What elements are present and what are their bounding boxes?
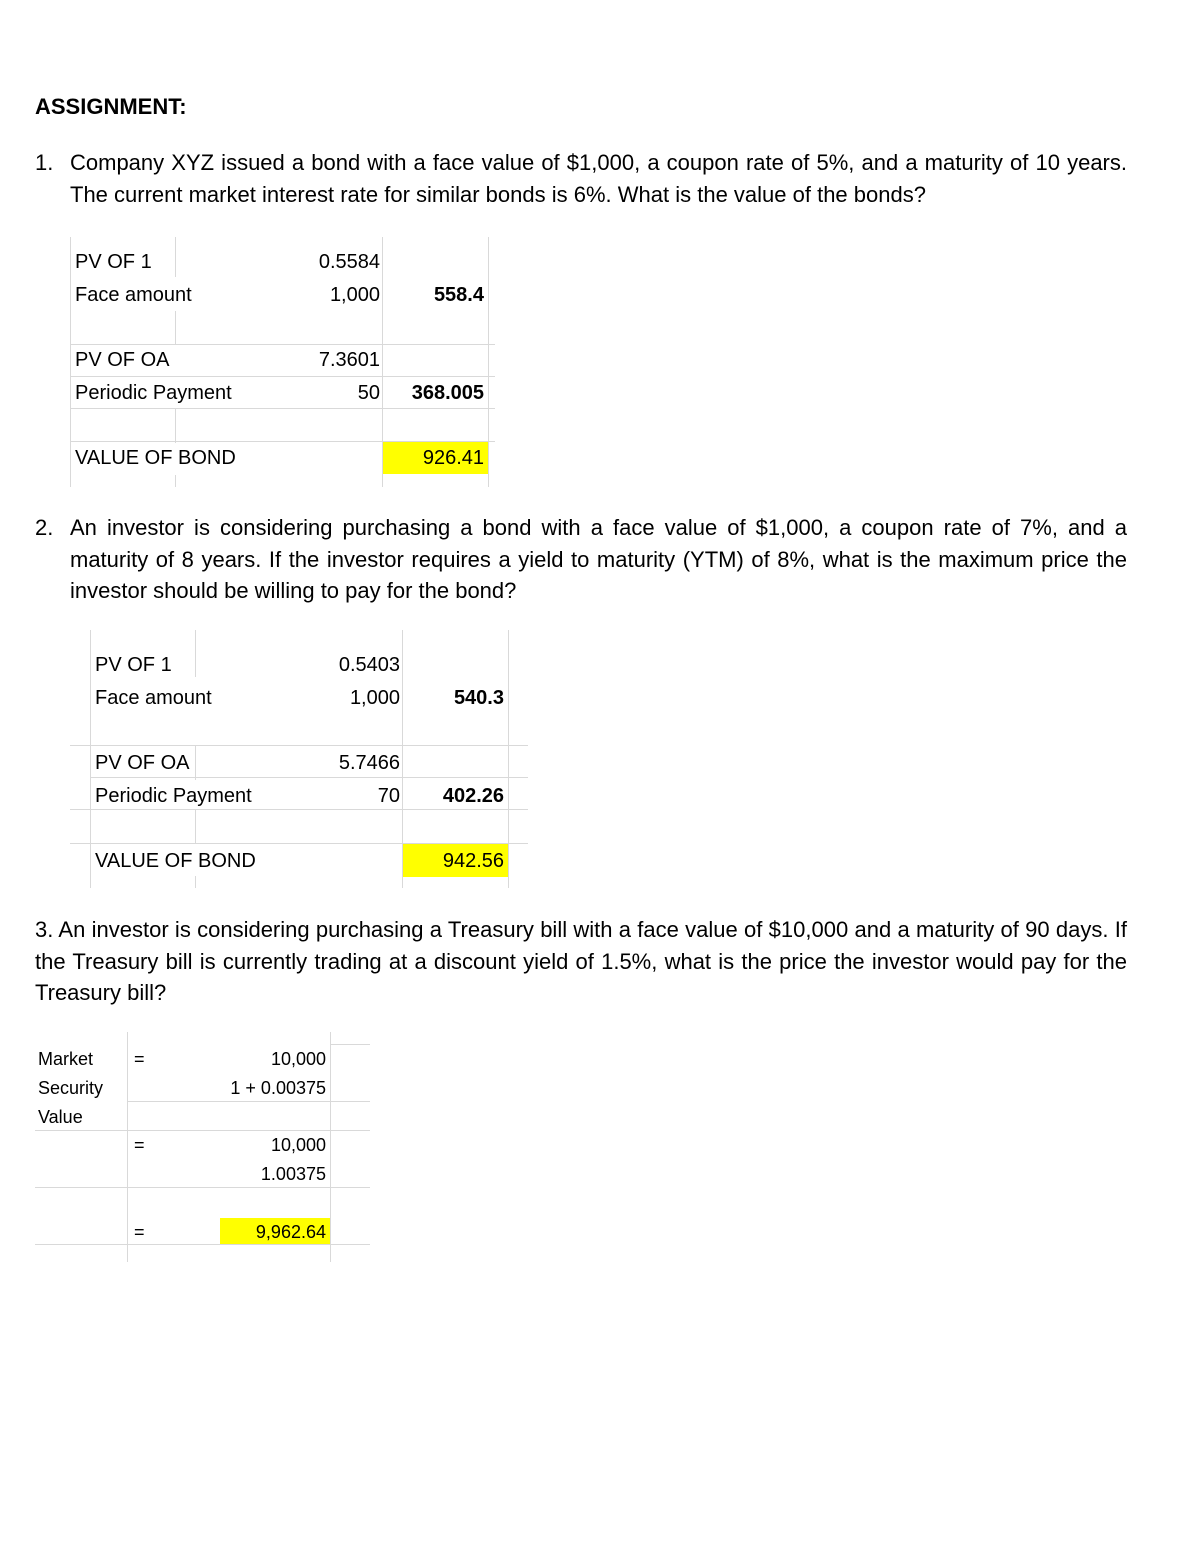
q1-value-result: 926.41 xyxy=(422,447,484,469)
q1-spreadsheet xyxy=(70,237,490,487)
q2-face-value: 1,000 xyxy=(349,687,400,709)
q1-face-result: 558.4 xyxy=(433,284,484,306)
question-1-text: Company XYZ issued a bond with a face value of $1,000, a coupon rate of 5%, and a maturity of 10 years. The current market interest rate for similar bonds is 6%. What is the value of the bonds? xyxy=(70,150,1127,207)
question-1 xyxy=(35,147,1127,210)
q2-face-result: 540.3 xyxy=(453,687,504,709)
q1-payment-label: Periodic Payment xyxy=(75,382,232,404)
q2-pvoa-factor: 5.7466 xyxy=(338,752,400,774)
q1-pv1-label: PV OF 1 xyxy=(75,251,152,273)
q3-calculation-table xyxy=(35,1032,370,1262)
q3-label-value: Value xyxy=(38,1107,83,1127)
q1-pvoa-label: PV OF OA xyxy=(75,349,170,371)
q3-result: 9,962.64 xyxy=(255,1222,326,1242)
page-title: ASSIGNMENT: xyxy=(35,94,187,119)
q3-step2-denominator: 1.00375 xyxy=(260,1164,326,1184)
q3-step1-denominator: 1 + 0.00375 xyxy=(230,1078,326,1098)
question-2 xyxy=(35,512,1127,607)
q2-value-label: VALUE OF BOND xyxy=(95,850,256,872)
q3-step2-numerator: 10,000 xyxy=(270,1135,326,1155)
q1-payment-result: 368.005 xyxy=(411,382,484,404)
q1-face-value: 1,000 xyxy=(329,284,380,306)
q3-equals-2: = xyxy=(134,1135,145,1155)
q1-face-label: Face amount xyxy=(75,284,192,306)
q2-value-result: 942.56 xyxy=(442,850,504,872)
q3-equals-1: = xyxy=(134,1049,145,1069)
q2-pv1-factor: 0.5403 xyxy=(338,654,400,676)
question-2-number: 2. xyxy=(35,515,54,540)
question-1-number: 1. xyxy=(35,150,54,175)
q3-equals-3: = xyxy=(134,1222,145,1242)
q3-step1-numerator: 10,000 xyxy=(270,1049,326,1069)
question-2-text: An investor is considering purchasing a bond with a face value of $1,000, a coupon rate of 7%, and a maturity of 8 years. If the investor requires a yield to maturity (YTM) of 8%, what is the maximum price the investor should be willing to pay for the bond? xyxy=(70,515,1127,603)
q2-pvoa-label: PV OF OA xyxy=(95,752,190,774)
q3-label-security: Security xyxy=(38,1078,104,1098)
q2-payment-label: Periodic Payment xyxy=(95,785,252,807)
q1-payment-value: 50 xyxy=(357,382,380,404)
q1-pvoa-factor: 7.3601 xyxy=(318,349,380,371)
q3-label-market: Market xyxy=(38,1049,94,1069)
q2-face-label: Face amount xyxy=(95,687,212,709)
question-3: 3. An investor is considering purchasing a Treasury bill with a face value of $10,000 and a maturity of 90 days. If the Treasury bill is currently trading at a discount yield of 1.5%, what is the price the investor would pay for the Treasury bill? xyxy=(35,917,1127,1005)
q1-pv1-factor: 0.5584 xyxy=(318,251,380,273)
q2-payment-result: 402.26 xyxy=(442,785,504,807)
q2-spreadsheet xyxy=(90,630,530,888)
q2-payment-value: 70 xyxy=(377,785,400,807)
q1-value-label: VALUE OF BOND xyxy=(75,447,236,469)
q2-pv1-label: PV OF 1 xyxy=(95,654,172,676)
